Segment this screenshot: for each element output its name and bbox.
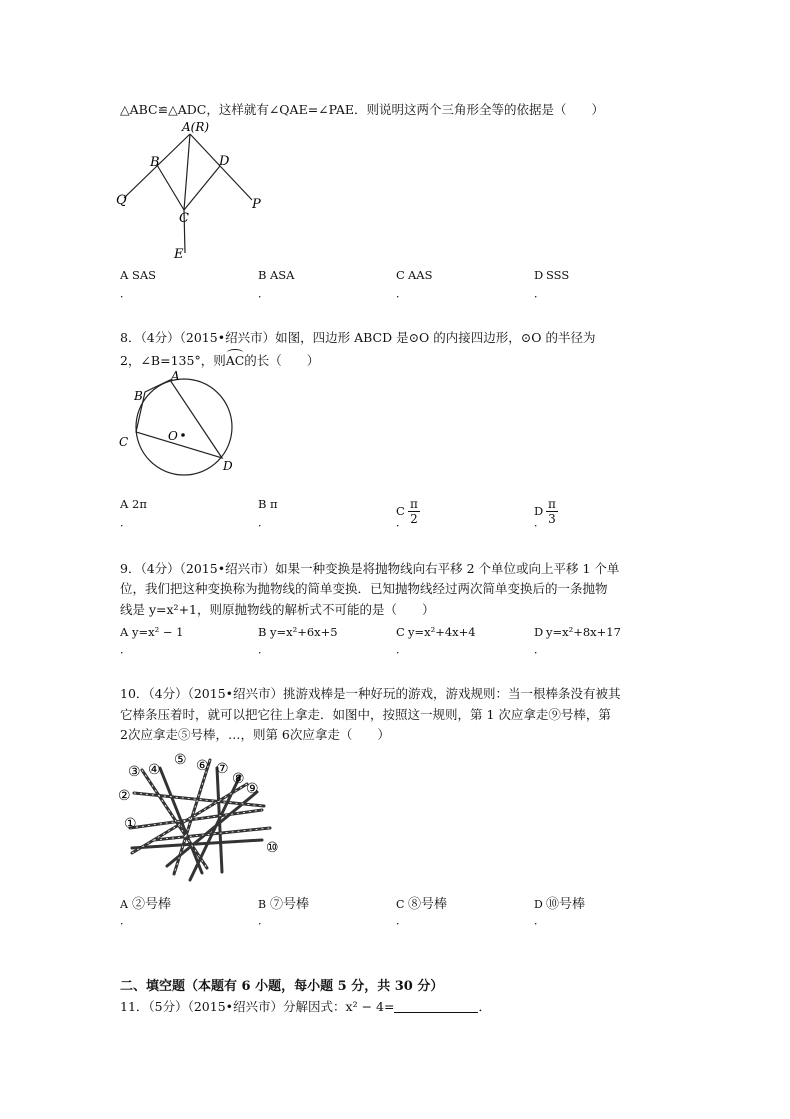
q10-sticks-figure — [112, 748, 292, 888]
q7-label-B: B — [150, 155, 160, 170]
q7-label-D: D — [219, 154, 230, 169]
q8-dot-d: ． — [534, 516, 545, 529]
q8-option-b[interactable]: B π — [258, 497, 278, 511]
stick-label-9: ⑨ — [246, 781, 259, 797]
q7-label-P: P — [252, 197, 261, 212]
q7-option-a[interactable]: A SAS — [120, 268, 157, 282]
q7-option-d[interactable]: D SSS — [534, 268, 570, 282]
q9-dot-c: ． — [396, 643, 407, 656]
stick-label-8: ⑧ — [232, 771, 245, 787]
q8-dot-b: ． — [258, 516, 269, 529]
q10-dot-d: ． — [534, 914, 545, 927]
q10-line3: 2次应拿走⑤号棒，…，则第 6次应拿走（ ） — [120, 727, 390, 742]
q8-center-point — [181, 433, 185, 437]
q7-figure — [112, 118, 272, 268]
fraction-pi-over-2: $\frac{\pi}{2}$ — [410, 497, 418, 526]
q8-dot-c: ． — [396, 516, 407, 529]
q7-label-C: C — [179, 211, 189, 226]
q9-dot-b: ． — [258, 643, 269, 656]
q8-label-A: A — [171, 370, 180, 383]
q10-dot-a: ． — [120, 914, 131, 927]
q7-line-DC — [184, 166, 220, 210]
q7-line-AC — [184, 134, 190, 210]
stick-label-2: ② — [118, 788, 131, 804]
stick-label-1: ① — [124, 816, 137, 832]
q8-option-a[interactable]: A 2π — [120, 497, 147, 511]
q9-option-c[interactable]: C y=x²+4x+4 — [396, 625, 476, 639]
q10-line2: 它棒条压着时，就可以把它往上拿走．如图中，按照这一规则，第 1 次应拿走⑨号棒，第 — [120, 707, 611, 722]
q9-option-a[interactable]: A y=x² − 1 — [120, 625, 184, 639]
q7-line-BC — [157, 165, 184, 210]
q7-dot-a: ． — [120, 287, 131, 300]
q9-option-d[interactable]: D y=x²+8x+17 — [534, 625, 621, 639]
q8-option-d[interactable]: D $\frac{\pi}{3}$ — [534, 497, 556, 526]
q11-line: 11．（5分）（2015•绍兴市）分解因式：x² − 4= ． — [120, 999, 491, 1014]
stick-label-5: ⑤ — [174, 752, 187, 768]
q8-quadrilateral — [136, 380, 222, 458]
section2-heading: 二、填空题（本题有 6 小题，每小题 5 分，共 30 分） — [120, 979, 444, 994]
q9-line1: 9．（4分）（2015•绍兴市）如果一种变换是将抛物线向右平移 2 个单位或向上平移 1 个单 — [120, 561, 620, 576]
q10-option-c[interactable]: C ⑧号棒 — [396, 897, 448, 912]
q7-dot-c: ． — [396, 287, 407, 300]
stick-label-7: ⑦ — [216, 761, 229, 777]
q10-line1: 10．（4分）（2015•绍兴市）挑游戏棒是一种好玩的游戏，游戏规则：当一根棒条没有被其 — [120, 686, 621, 701]
q11-answer-blank[interactable] — [394, 1000, 478, 1013]
q10-option-d[interactable]: D ⑩号棒 — [534, 897, 586, 912]
q8-label-D: D — [223, 459, 233, 473]
q8-dot-a: ． — [120, 516, 131, 529]
q8-line1: 8．（4分）（2015•绍兴市）如图，四边形 ABCD 是⊙O 的内接四边形，⊙O 的半径为 — [120, 330, 596, 345]
q7-label-A: A(R) — [182, 120, 210, 134]
q8-option-c[interactable]: C $\frac{\pi}{2}$ — [396, 497, 418, 526]
q8-figure — [112, 370, 242, 482]
q10-dot-b: ． — [258, 914, 269, 927]
q10-option-a[interactable]: A ②号棒 — [120, 897, 172, 912]
q10-option-b[interactable]: B ⑦号棒 — [258, 897, 310, 912]
q7-label-Q: Q — [116, 193, 127, 208]
q9-line3: 线是 y=x²+1，则原抛物线的解析式不可能的是（ ） — [120, 602, 435, 617]
q7-stem: △ABC≌△ADC，这样就有∠QAE=∠PAE．则说明这两个三角形全等的依据是（ ） — [120, 102, 605, 117]
q7-option-c[interactable]: C AAS — [396, 268, 433, 282]
q8-line2: 2，∠B=135°，则AC的长（ ） — [120, 353, 320, 368]
q8-label-B: B — [134, 389, 143, 403]
q9-dot-d: ． — [534, 643, 545, 656]
q7-label-E: E — [174, 247, 184, 262]
fraction-pi-over-3: $\frac{\pi}{3}$ — [548, 497, 556, 526]
q7-dot-d: ． — [534, 287, 545, 300]
stick-label-6: ⑥ — [196, 758, 209, 774]
q9-line2: 位，我们把这种变换称为抛物线的简单变换．已知抛物线经过两次简单变换后的一条抛物 — [120, 581, 608, 596]
q8-circle — [136, 379, 232, 475]
stick-label-3: ③ — [128, 764, 141, 780]
arc-ac: AC — [225, 353, 245, 368]
q9-option-b[interactable]: B y=x²+6x+5 — [258, 625, 338, 639]
q9-dot-a: ． — [120, 643, 131, 656]
q7-dot-b: ． — [258, 287, 269, 300]
q8-label-C: C — [119, 435, 129, 449]
stick-label-10: ⑩ — [266, 840, 279, 856]
stick-label-4: ④ — [148, 762, 161, 778]
q10-dot-c: ． — [396, 914, 407, 927]
q7-option-b[interactable]: B ASA — [258, 268, 295, 282]
q8-label-O: O — [168, 429, 178, 443]
